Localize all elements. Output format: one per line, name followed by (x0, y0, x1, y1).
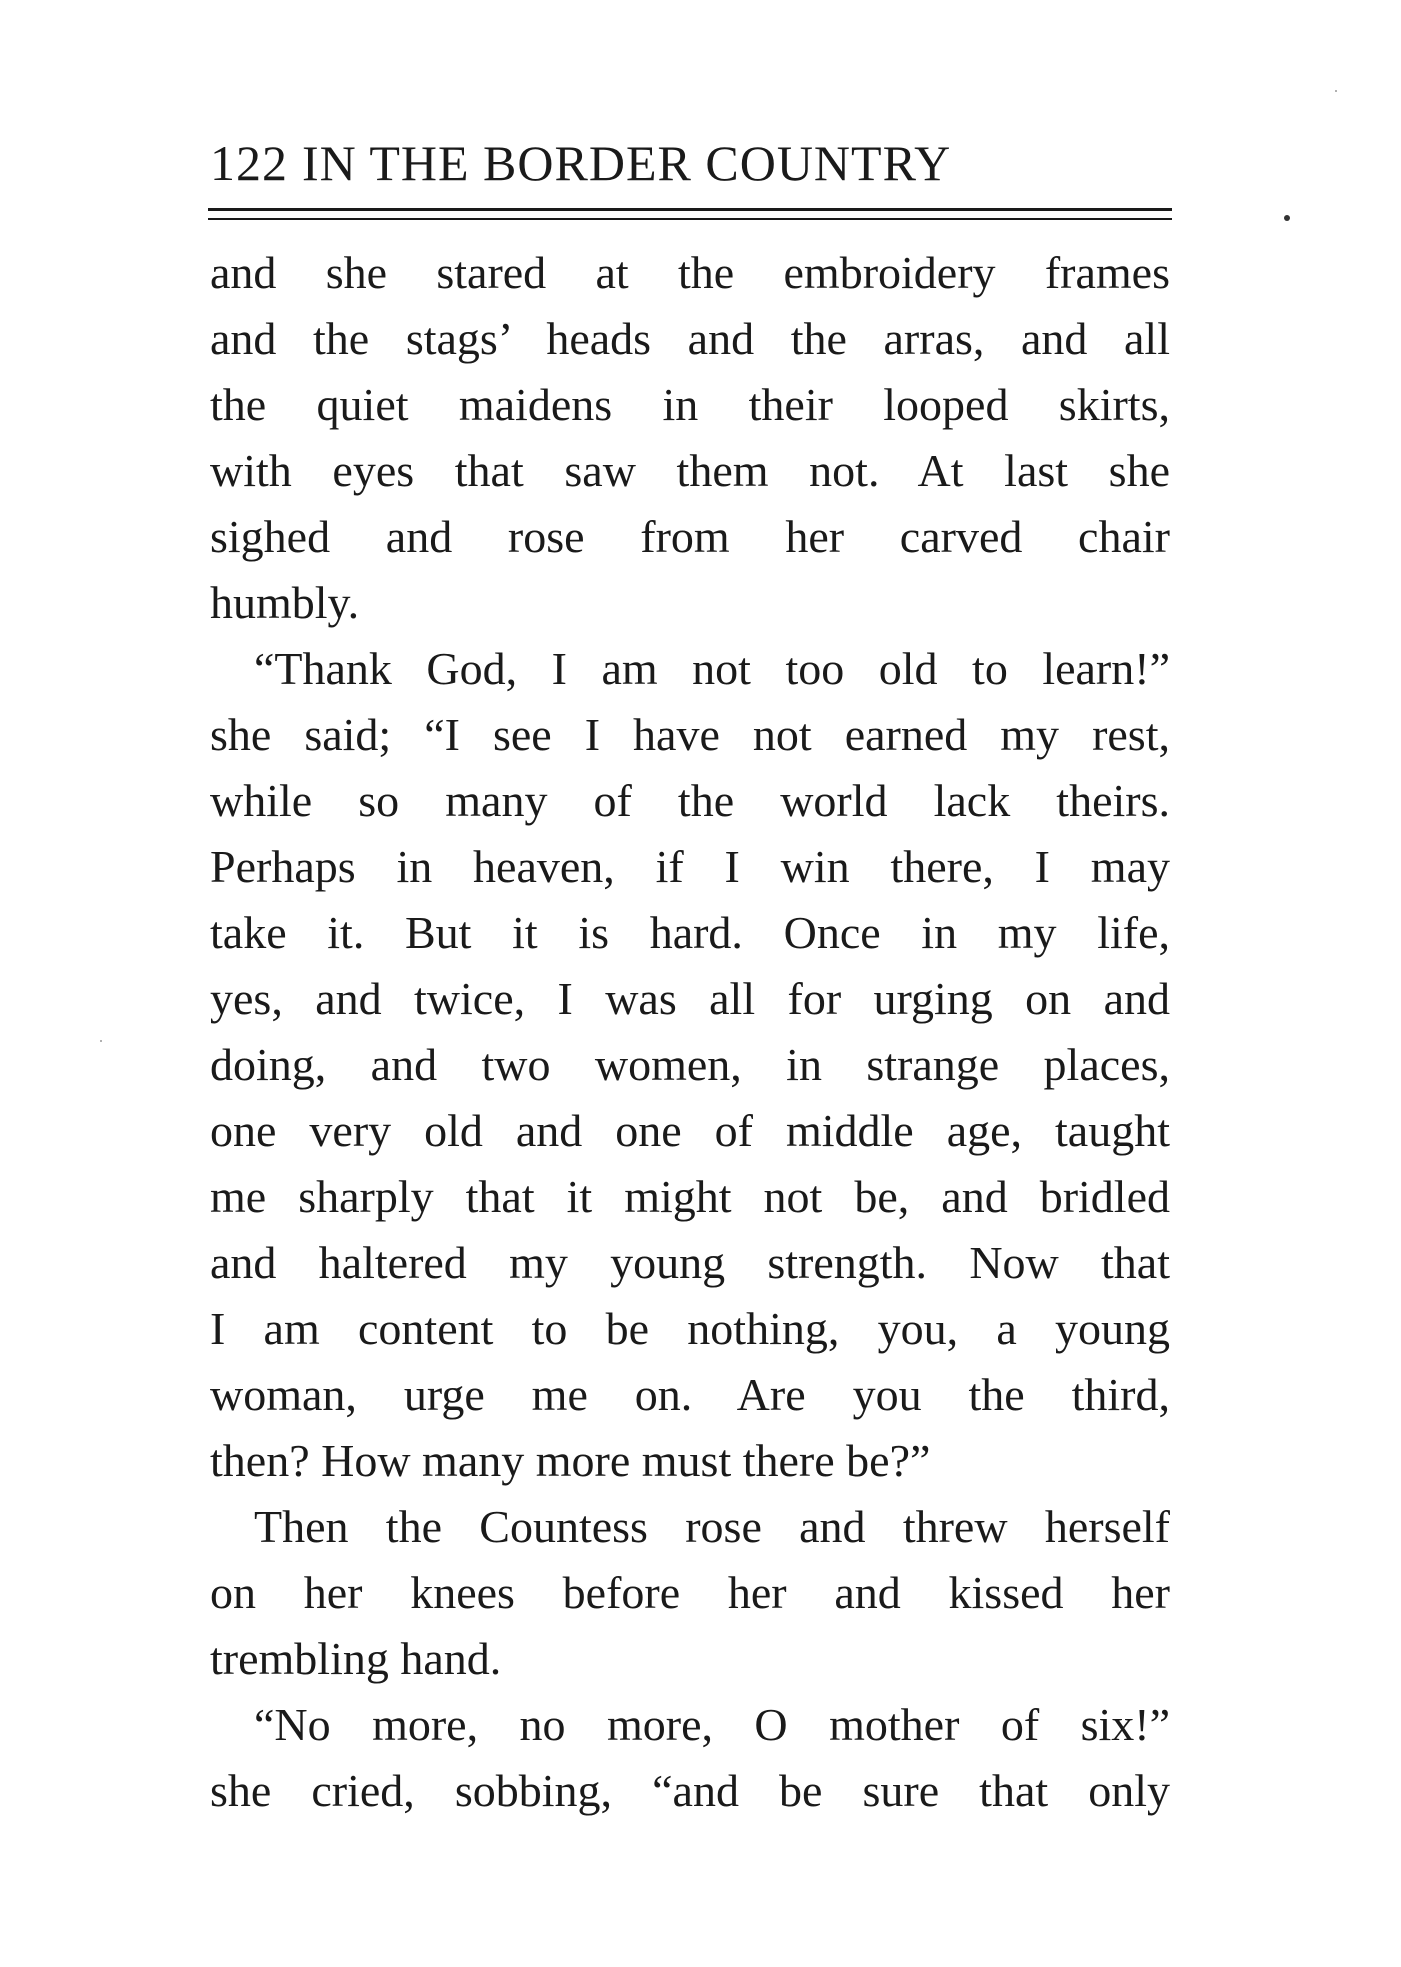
text-line: take it. But it is hard. Once in my life, (210, 907, 1170, 958)
text-line: woman, urge me on. Are you the third, (210, 1369, 1170, 1420)
text-line: one very old and one of middle age, taught (210, 1105, 1170, 1156)
paragraph-first-line: “Thank God, I am not too old to learn!” (254, 643, 1170, 694)
text-line: humbly. (210, 577, 360, 628)
header-rule-thick (208, 208, 1172, 211)
text-line: and the stags’ heads and the arras, and all (210, 313, 1170, 364)
text-line: she cried, sobbing, “and be sure that only (210, 1765, 1170, 1816)
running-title: IN THE BORDER COUNTRY (302, 135, 952, 191)
text-line: I am content to be nothing, you, a young (210, 1303, 1170, 1354)
text-line: and she stared at the embroidery frames (210, 247, 1170, 298)
text-line: with eyes that saw them not. At last she (210, 445, 1170, 496)
page-number: 122 (210, 135, 288, 191)
text-line: trembling hand. (210, 1633, 502, 1684)
text-line: she said; “I see I have not earned my rest, (210, 709, 1170, 760)
text-line: me sharply that it might not be, and bridled (210, 1171, 1170, 1222)
text-line: Perhaps in heaven, if I win there, I may (210, 841, 1170, 892)
text-line: doing, and two women, in strange places, (210, 1039, 1170, 1090)
text-line: the quiet maidens in their looped skirts, (210, 379, 1170, 430)
header-rule-thin (208, 218, 1172, 220)
text-line: on her knees before her and kissed her (210, 1567, 1170, 1618)
paragraph-first-line: Then the Countess rose and threw herself (254, 1501, 1170, 1552)
text-line: then? How many more must there be?” (210, 1435, 931, 1486)
text-line: while so many of the world lack theirs. (210, 775, 1170, 826)
paper-speck (1284, 215, 1290, 221)
paragraph-first-line: “No more, no more, O mother of six!” (254, 1699, 1170, 1750)
paper-speck (1335, 90, 1337, 92)
text-line: yes, and twice, I was all for urging on and (210, 973, 1170, 1024)
text-line: sighed and rose from her carved chair (210, 511, 1170, 562)
running-header (210, 128, 1170, 198)
paper-speck (100, 1040, 102, 1042)
text-line: and haltered my young strength. Now that (210, 1237, 1170, 1288)
